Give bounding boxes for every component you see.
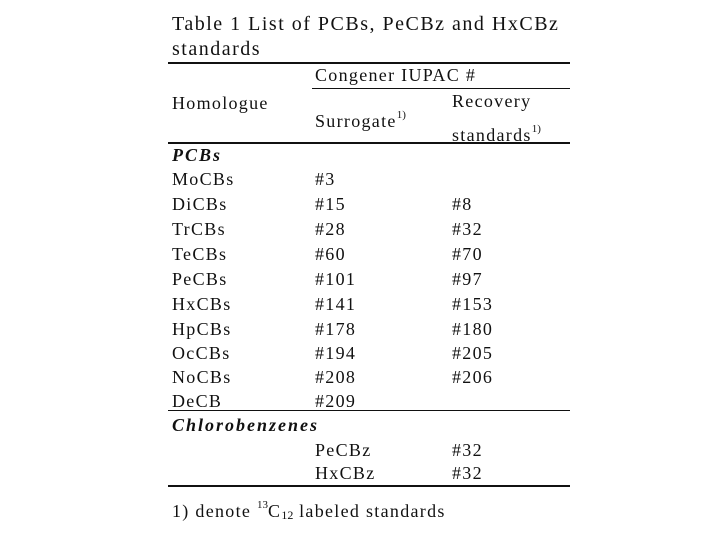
surrogate-cell: #28 xyxy=(315,219,346,239)
surrogate-cell: PeCBz xyxy=(315,440,372,460)
section-title-chlorobenzenes: Chlorobenzenes xyxy=(172,415,320,435)
surrogate-cell: #101 xyxy=(315,269,357,289)
group-rule xyxy=(312,88,570,89)
homologue-cell: OcCBs xyxy=(172,343,231,363)
recovery-cell: #32 xyxy=(452,463,483,483)
recovery-cell: #32 xyxy=(452,219,483,239)
surrogate-cell: #141 xyxy=(315,294,357,314)
atom-count: 12 xyxy=(281,508,294,522)
recovery-cell: #97 xyxy=(452,269,483,289)
table-title: Table 1 List of PCBs, PeCBz and HxCBz standards xyxy=(172,13,560,60)
homologue-cell: DeCB xyxy=(172,391,223,411)
header-recovery-line1: Recovery xyxy=(452,91,532,111)
section-divider-rule xyxy=(168,410,570,411)
homologue-cell: PeCBs xyxy=(172,269,228,289)
surrogate-cell: #15 xyxy=(315,194,346,214)
header-homologue: Homologue xyxy=(172,93,269,113)
surrogate-cell: #178 xyxy=(315,319,357,339)
footnote-marker: 1) xyxy=(396,109,406,121)
recovery-cell: #180 xyxy=(452,319,494,339)
surrogate-cell: HxCBz xyxy=(315,463,376,483)
recovery-cell: #32 xyxy=(452,440,483,460)
surrogate-cell: #3 xyxy=(315,169,336,189)
homologue-cell: NoCBs xyxy=(172,367,232,387)
bottom-rule xyxy=(168,485,570,487)
footnote-marker: 1) xyxy=(531,123,541,135)
surrogate-cell: #194 xyxy=(315,343,357,363)
surrogate-cell: #209 xyxy=(315,391,357,411)
recovery-cell: #205 xyxy=(452,343,494,363)
homologue-cell: HxCBs xyxy=(172,294,232,314)
surrogate-cell: #60 xyxy=(315,244,346,264)
homologue-cell: MoCBs xyxy=(172,169,235,189)
recovery-cell: #8 xyxy=(452,194,473,214)
recovery-cell: #206 xyxy=(452,367,494,387)
isotope-mass: 13 xyxy=(257,499,268,511)
surrogate-cell: #208 xyxy=(315,367,357,387)
homologue-cell: TeCBs xyxy=(172,244,228,264)
homologue-cell: DiCBs xyxy=(172,194,228,214)
recovery-cell: #153 xyxy=(452,294,494,314)
homologue-cell: TrCBs xyxy=(172,219,226,239)
header-recovery-line2: standards$^{1)}$ xyxy=(452,123,541,145)
header-surrogate: Surrogate$^{1)}$ xyxy=(315,109,406,131)
header-congener-group: Congener IUPAC # xyxy=(315,65,477,85)
footnote: 1) denote $^{13}C_{12}$ labeled standards xyxy=(172,499,446,522)
recovery-cell: #70 xyxy=(452,244,483,264)
homologue-cell: HpCBs xyxy=(172,319,232,339)
section-title-pcbs: PCBs xyxy=(172,145,223,165)
